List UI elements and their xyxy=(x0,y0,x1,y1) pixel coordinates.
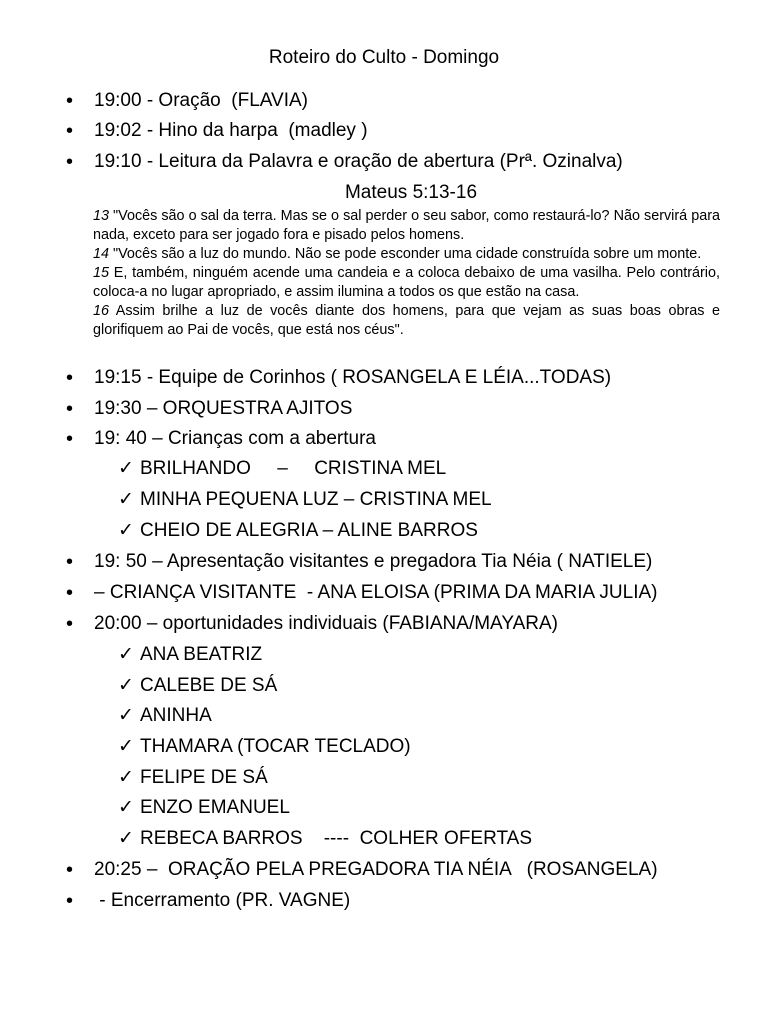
participant-item: CALEBE DE SÁ xyxy=(140,675,278,696)
schedule-item: 19:30 – ORQUESTRA AJITOS xyxy=(94,398,353,419)
verse-text: Assim brilhe a luz de vocês diante dos homens, para que vejam as suas boas obras e glorifiquem ao Pai de vocês, que está nos céus". xyxy=(93,303,720,338)
check-icon: ✓ xyxy=(118,705,134,726)
bullet-icon: • xyxy=(66,613,74,635)
verse-number: 15 xyxy=(93,265,110,281)
verse-number: 16 xyxy=(93,303,110,319)
verse-text: "Vocês são o sal da terra. Mas se o sal perder o seu sabor, como restaurá-lo? Não servirá para nada, exceto para ser jogado fora e pisado pelos homens. xyxy=(93,208,720,243)
check-icon: ✓ xyxy=(118,767,134,788)
verse xyxy=(93,264,720,302)
schedule-item: 20:25 – ORAÇÃO PELA PREGADORA TIA NÉIA (ROSANGELA) xyxy=(94,859,658,880)
verse-number: 13 xyxy=(93,208,110,224)
song-item: BRILHANDO – CRISTINA MEL xyxy=(140,458,447,479)
bullet-icon: • xyxy=(66,859,74,881)
schedule-item: 19:00 - Oração (FLAVIA) xyxy=(94,90,309,111)
schedule-item: 19:10 - Leitura da Palavra e oração de abertura (Prª. Ozinalva) xyxy=(94,151,623,172)
verse-number: 14 xyxy=(93,246,110,262)
bullet-icon: • xyxy=(66,890,74,912)
schedule-item: – CRIANÇA VISITANTE - ANA ELOISA (PRIMA DA MARIA JULIA) xyxy=(94,582,658,603)
verse xyxy=(93,207,720,245)
schedule-item: 19: 40 – Crianças com a abertura xyxy=(94,428,376,449)
schedule-item: 19: 50 – Apresentação visitantes e pregadora Tia Néia ( NATIELE) xyxy=(94,551,653,572)
participant-item: THAMARA (TOCAR TECLADO) xyxy=(140,736,411,757)
bullet-icon: • xyxy=(66,120,74,142)
check-icon: ✓ xyxy=(118,675,134,696)
verse-text: E, também, ninguém acende uma candeia e a coloca debaixo de uma vasilha. Pelo contrário, coloca-a no lugar apropriado, e assim ilumina a todos os que estão na casa. xyxy=(93,265,720,300)
bullet-icon: • xyxy=(66,367,74,389)
song-item: CHEIO DE ALEGRIA – ALINE BARROS xyxy=(140,520,478,541)
schedule-item: 19:15 - Equipe de Corinhos ( ROSANGELA E LÉIA...TODAS) xyxy=(94,367,612,388)
check-icon: ✓ xyxy=(118,458,134,479)
participant-item: ANINHA xyxy=(140,705,212,726)
song-item: MINHA PEQUENA LUZ – CRISTINA MEL xyxy=(140,489,492,510)
participant-item: FELIPE DE SÁ xyxy=(140,767,268,788)
check-icon: ✓ xyxy=(118,520,134,541)
check-icon: ✓ xyxy=(118,828,134,849)
participant-item: ANA BEATRIZ xyxy=(140,644,263,665)
check-icon: ✓ xyxy=(118,644,134,665)
page-title: Roteiro do Culto - Domingo xyxy=(268,47,500,68)
schedule-item: 19:02 - Hino da harpa (madley ) xyxy=(94,120,368,141)
scripture-text xyxy=(93,207,720,340)
bullet-icon: • xyxy=(66,551,74,573)
verse xyxy=(93,245,720,264)
schedule-item: - Encerramento (PR. VAGNE) xyxy=(94,890,351,911)
bullet-icon: • xyxy=(66,151,74,173)
verse xyxy=(93,302,720,340)
check-icon: ✓ xyxy=(118,736,134,757)
schedule-item: 20:00 – oportunidades individuais (FABIANA/MAYARA) xyxy=(94,613,558,634)
check-icon: ✓ xyxy=(118,489,134,510)
bullet-icon: • xyxy=(66,582,74,604)
scripture-reference: Mateus 5:13-16 xyxy=(344,182,478,203)
participant-item: ENZO EMANUEL xyxy=(140,797,290,818)
verse-text: "Vocês são a luz do mundo. Não se pode esconder uma cidade construída sobre um monte. xyxy=(109,246,702,262)
bullet-icon: • xyxy=(66,428,74,450)
bullet-icon: • xyxy=(66,90,74,112)
participant-item: REBECA BARROS ---- COLHER OFERTAS xyxy=(140,828,533,849)
check-icon: ✓ xyxy=(118,797,134,818)
bullet-icon: • xyxy=(66,398,74,420)
